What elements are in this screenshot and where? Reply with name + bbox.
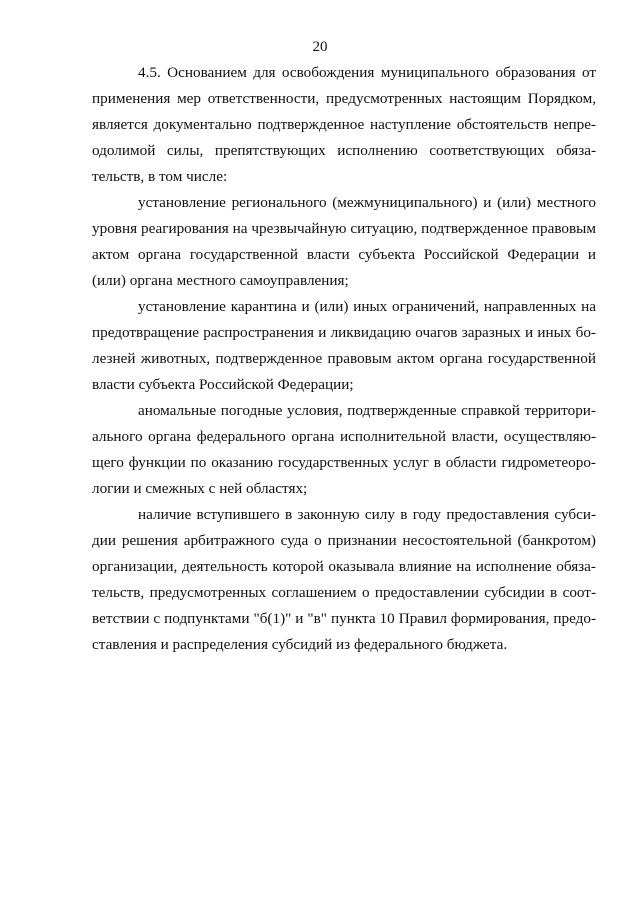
paragraph-quarantine: [92, 294, 596, 398]
text-line: ального органа федерального органа исполнительной власти, осуществляю-: [92, 428, 596, 445]
text-line: тельств, в том числе:: [92, 168, 228, 185]
paragraph-4-5: [92, 60, 596, 190]
text-line: установление регионального (межмуниципального) и (или) местного: [138, 194, 596, 211]
text-line: лезней животных, подтвержденное правовым актом органа государственной: [92, 350, 596, 367]
text-line: 4.5. Основанием для освобождения муниципального образования от: [138, 64, 596, 81]
text-line: одолимой силы, препятствующих исполнению соответствующих обяза-: [92, 142, 596, 159]
text-line: дии решения арбитражного суда о признании несостоятельной (банкротом): [92, 532, 596, 549]
document-body: [92, 60, 596, 658]
text-line: аномальные погодные условия, подтвержденные справкой территори-: [138, 402, 596, 419]
text-line: установление карантина и (или) иных ограничений, направленных на: [138, 298, 596, 315]
paragraph-emergency-regime: [92, 190, 596, 294]
text-line: власти субъекта Российской Федерации;: [92, 376, 354, 393]
paragraph-bankruptcy: [92, 502, 596, 658]
text-line: ставления и распределения субсидий из федерального бюджета.: [92, 636, 508, 653]
text-line: актом органа государственной власти субъекта Российской Федерации и: [92, 246, 596, 263]
text-line: (или) органа местного самоуправления;: [92, 272, 349, 289]
text-line: тельств, предусмотренных соглашением о предоставлении субсидии в соот-: [92, 584, 596, 601]
text-line: применения мер ответственности, предусмотренных настоящим Порядком,: [92, 90, 596, 107]
text-line: предотвращение распространения и ликвидацию очагов заразных и иных бо-: [92, 324, 596, 341]
text-line: является документально подтвержденное наступление обстоятельств непре-: [92, 116, 596, 133]
text-line: наличие вступившего в законную силу в году предоставления субси-: [138, 506, 596, 523]
text-line: ветствии с подпунктами "б(1)" и "в" пункта 10 Правил формирования, предо-: [92, 610, 596, 627]
paragraph-weather: [92, 398, 596, 502]
text-line: уровня реагирования на чрезвычайную ситуацию, подтвержденное правовым: [92, 220, 596, 237]
page-number: 20: [312, 39, 328, 55]
text-line: логии и смежных с ней областях;: [92, 480, 308, 497]
text-line: организации, деятельность которой оказывала влияние на исполнение обяза-: [92, 558, 596, 575]
text-line: щего функции по оказанию государственных услуг в области гидрометеоро-: [92, 454, 596, 471]
